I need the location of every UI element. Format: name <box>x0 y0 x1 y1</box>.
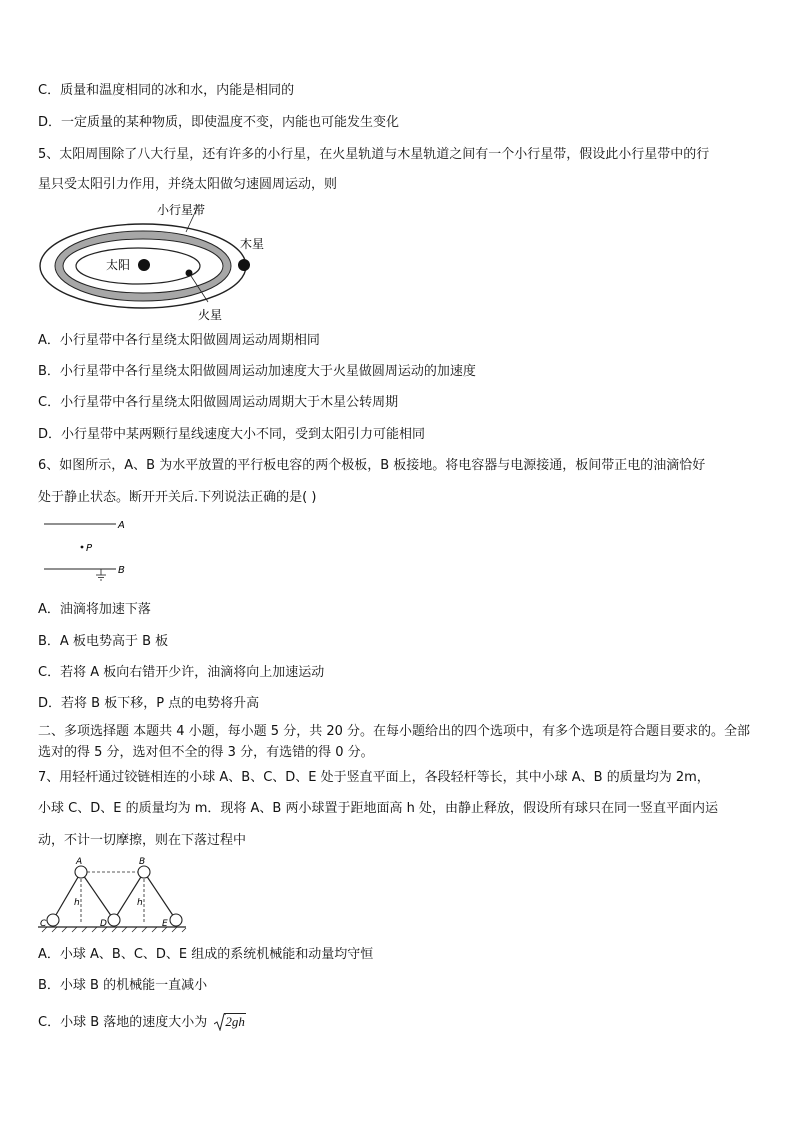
q6-option-b: B．A 板电势高于 B 板 <box>38 634 169 649</box>
q6-option-a: A．油滴将加速下落 <box>38 602 151 617</box>
sqrt-formula <box>214 1013 246 1032</box>
jupiter-dot <box>238 259 250 271</box>
q5-stem-line2: 星只受太阳引力作用，并绕太阳做匀速圆周运动，则 <box>38 177 338 192</box>
label-plate-b: B <box>118 565 125 576</box>
q6-option-d: D．若将 B 板下移，P 点的电势将升高 <box>38 696 260 711</box>
oil-drop-dot <box>81 546 84 549</box>
mars-orbit <box>76 248 200 284</box>
q7-option-c <box>38 1013 246 1032</box>
label-h-right: h <box>137 898 143 908</box>
rods <box>53 872 176 920</box>
q5-option-d: D．小行星带中某两颗行星线速度大小不同，受到太阳引力可能相同 <box>38 427 426 442</box>
q7-option-b: B．小球 B 的机械能一直减小 <box>38 978 208 993</box>
label-plate-a: A <box>118 520 125 531</box>
q6-stem-line1: 6、如图所示，A、B 为水平放置的平行板电容的两个极板，B 板接地。将电容器与电源接通，板间带正电的油滴恰好 <box>38 458 706 473</box>
q5-orbit-figure <box>38 198 268 330</box>
ball-b <box>138 866 150 878</box>
label-mars: 火星 <box>198 308 223 322</box>
q4-option-c: C．质量和温度相同的冰和水，内能是相同的 <box>38 83 295 98</box>
section2-heading: 二、多项选择题 本题共 4 小题，每小题 5 分，共 20 分。在每小题给出的四个选项中，有多个选项是符合题目要求的。全部选对的得 5 分，选对但不全的得 3 分，有选错的得 0 分。 <box>38 724 751 760</box>
ball-a <box>75 866 87 878</box>
ball-c <box>47 914 59 926</box>
q7-stem-line1: 7、用轻杆通过铰链相连的小球 A、B、C、D、E 处于竖直平面上，各段轻杆等长，其中小球 A、B 的质量均为 2m， <box>38 770 710 785</box>
label-e: E <box>162 919 168 929</box>
sqrt-icon <box>214 1013 226 1031</box>
label-sun: 太阳 <box>106 258 131 272</box>
sqrt-radicand: 2gh <box>225 1014 245 1029</box>
label-a: A <box>76 857 83 867</box>
label-belt: 小行星带 <box>157 203 206 217</box>
q7-stem-line3: 动，不计一切摩擦，则在下落过程中 <box>38 833 247 848</box>
q6-capacitor-figure <box>44 515 144 589</box>
sun-dot <box>138 259 150 271</box>
q7-option-c-text: C．小球 B 落地的速度大小为 <box>38 1015 208 1030</box>
label-point-p: P <box>86 543 93 554</box>
q4-option-d: D．一定质量的某种物质，即使温度不变，内能也可能发生变化 <box>38 115 400 130</box>
capacitor-diagram <box>44 515 144 585</box>
orbit-diagram <box>38 198 268 326</box>
q7-stem-line2: 小球 C、D、E 的质量均为 m．现将 A、B 两小球置于距地面高 h 处，由静止释放，假设所有球只在同一竖直平面内运 <box>38 801 718 816</box>
label-c: C <box>40 919 47 929</box>
q7-linkage-figure <box>38 855 188 939</box>
q5-option-a: A．小行星带中各行星绕太阳做圆周运动周期相同 <box>38 333 320 348</box>
linkage-diagram <box>38 855 188 935</box>
label-jupiter: 木星 <box>240 237 265 251</box>
label-h-left: h <box>74 898 80 908</box>
label-d: D <box>100 919 107 929</box>
q5-stem-line1: 5、太阳周围除了八大行星，还有许多的小行星，在火星轨道与木星轨道之间有一个小行星带，假设此小行星带中的行 <box>38 147 710 162</box>
q5-option-c: C．小行星带中各行星绕太阳做圆周运动周期大于木星公转周期 <box>38 395 399 410</box>
ball-e <box>170 914 182 926</box>
q5-option-b: B．小行星带中各行星绕太阳做圆周运动加速度大于火星做圆周运动的加速度 <box>38 364 476 379</box>
label-b: B <box>139 857 146 867</box>
mars-dot <box>186 270 193 277</box>
q6-stem-line2: 处于静止状态。断开开关后.下列说法正确的是( ) <box>38 490 317 505</box>
q7-option-a: A．小球 A、B、C、D、E 组成的系统机械能和动量均守恒 <box>38 947 374 962</box>
ball-d <box>108 914 120 926</box>
q6-option-c: C．若将 A 板向右错开少许，油滴将向上加速运动 <box>38 665 325 680</box>
